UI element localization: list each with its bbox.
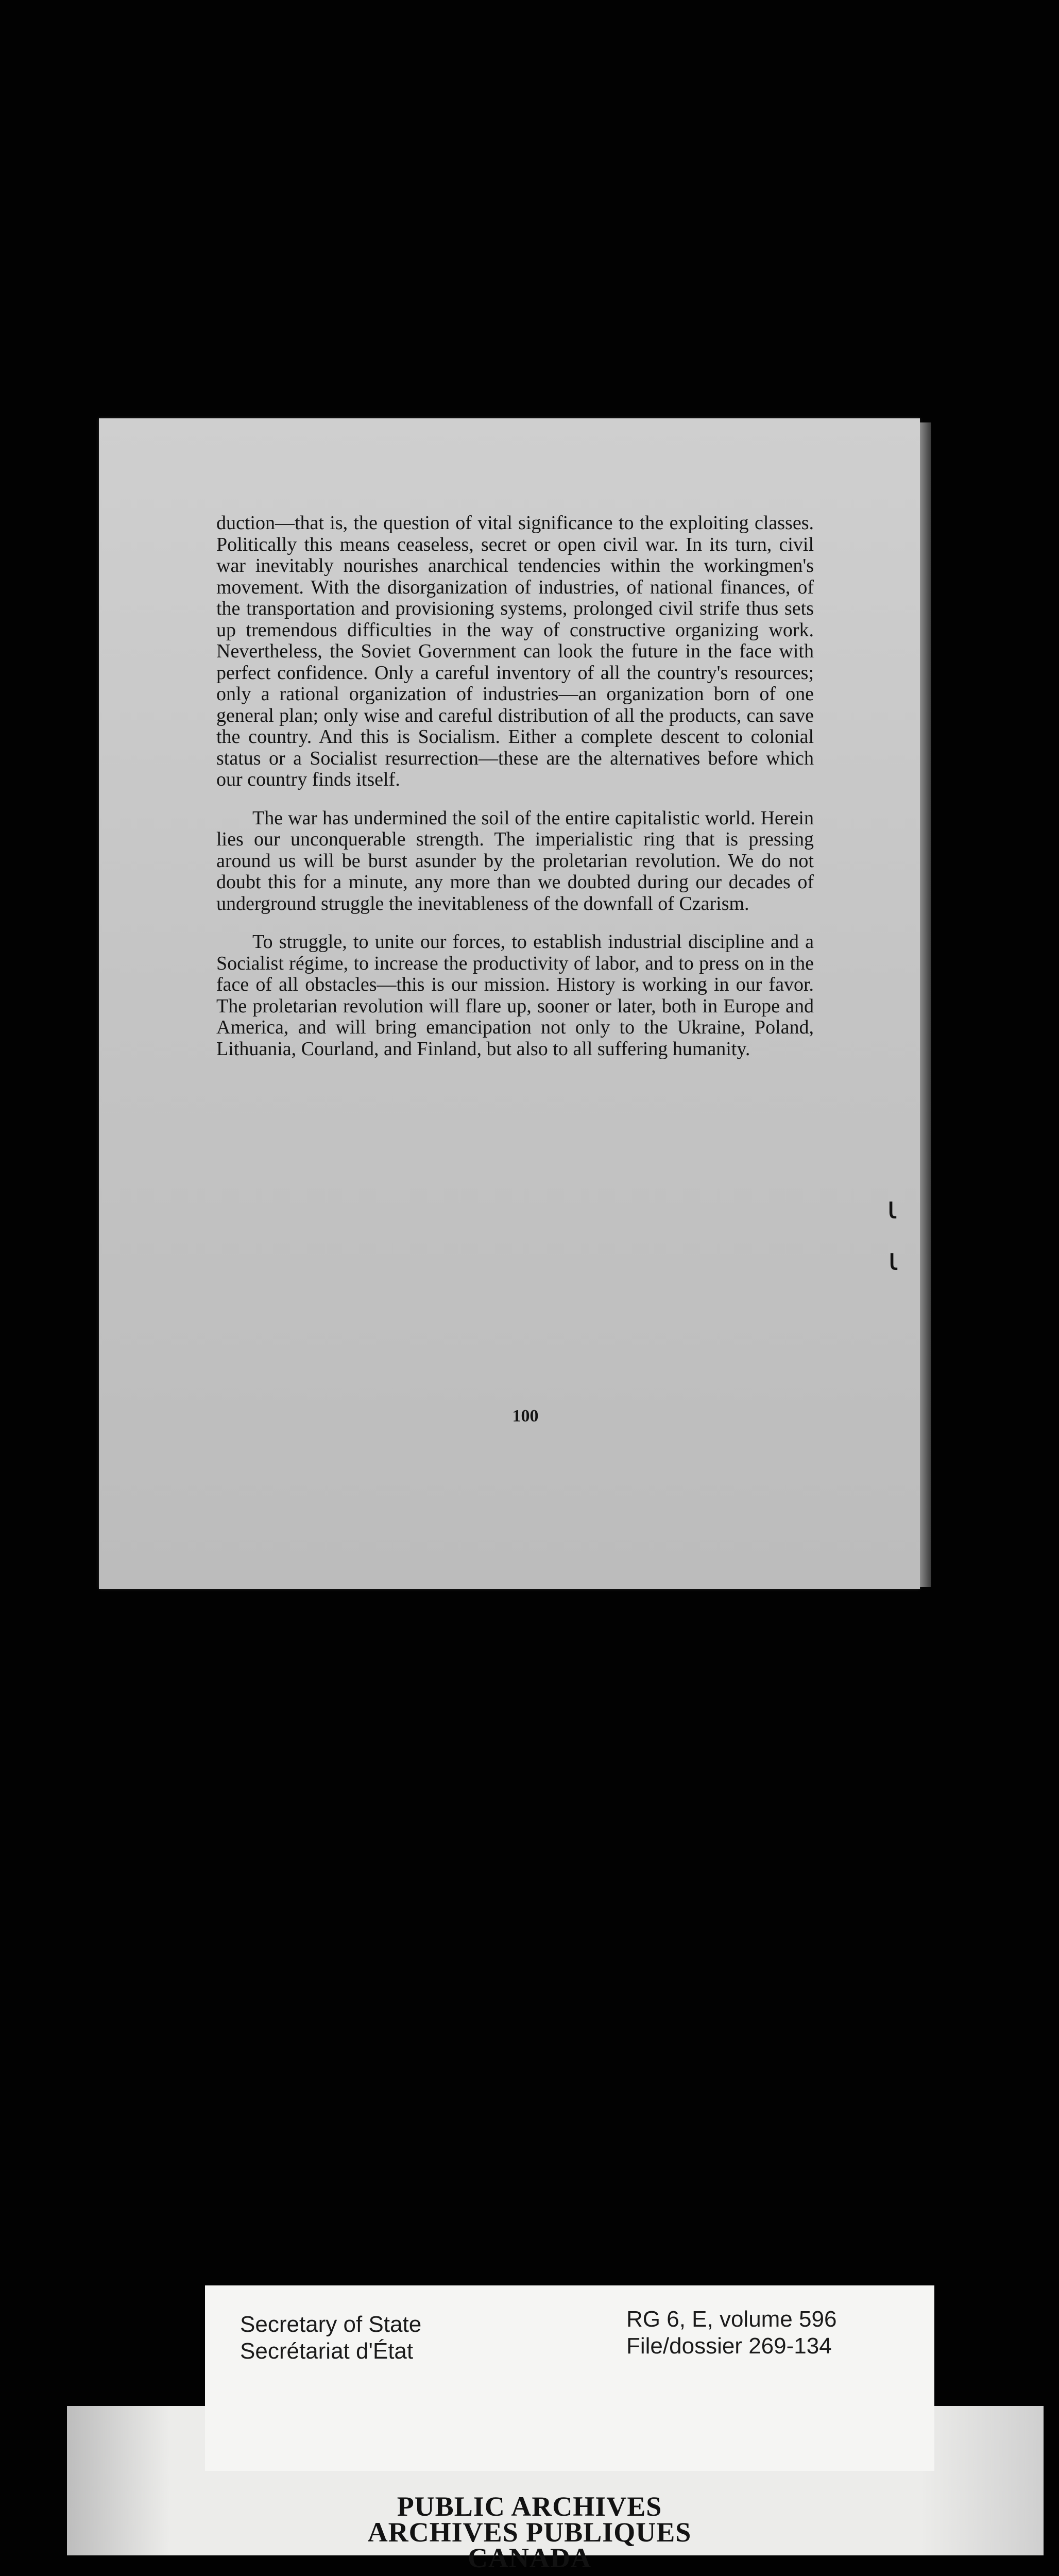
margin-mark-bar: ɩ <box>888 1242 899 1278</box>
paragraph-1: duction—that is, the question of vital significance to the exploiting classes. Politically this means ceaseless, secret or open civil war. In its turn, civil war inevitably nourishes anarchical tendencies within the workingmen's movement. With the disorganization of industries, of national finances, of the transportation and provisioning systems, prolonged civil strife thus sets up tremendous difficulties in the way of constructive organizing work. Nevertheless, the Soviet Government can look the future in the face with perfect confidence. Only a careful inventory of all the country's resources; only a rational organization of industries—an organization born of one general plan; only wise and careful distribution of all the products, can save the country. And this is Socialism. Either a complete descent to colonial status or a Socialist resurrection—these are the alternatives before which our country finds itself. <box>216 512 814 790</box>
department-fr: Secrétariat d'État <box>240 2338 414 2364</box>
margin-mark-x: ɩ <box>887 1190 898 1226</box>
archives-line-1: PUBLIC ARCHIVES <box>397 2491 662 2522</box>
archives-line-2: ARCHIVES PUBLIQUES <box>367 2517 692 2548</box>
paragraph-2: The war has undermined the soil of the entire capitalistic world. Herein lies our unconquerable strength. The imperialistic ring that is pressing around us will be burst asunder by the proletarian revolution. We do not doubt this for a minute, any more than we doubted during our decades of underground struggle the inevitableness of the downfall of Czarism. <box>216 807 814 914</box>
archives-stamp <box>0 2491 1059 2573</box>
paragraph-3: To struggle, to unite our forces, to establish industrial discipline and a Socialist régime, to increase the productivity of labor, and to press on in the face of all obstacles—this is our mission. History is working in our favor. The proletarian revolution will flare up, sooner or later, both in Europe and America, and will bring emancipation not only to the Ukraine, Poland, Lithuania, Courland, and Finland, but also to all suffering humanity. <box>216 931 814 1060</box>
department-en: Secretary of State <box>240 2312 422 2337</box>
archive-label-card <box>205 2285 934 2471</box>
volume-reference: RG 6, E, volume 596 <box>626 2307 837 2332</box>
department-block <box>240 2311 421 2365</box>
file-reference: File/dossier 269-134 <box>626 2333 832 2359</box>
page-number: 100 <box>512 1406 539 1426</box>
reference-block <box>626 2306 836 2360</box>
archives-line-3: CANADA <box>468 2543 591 2573</box>
page-edge <box>920 422 931 1587</box>
body-text <box>216 513 814 1077</box>
